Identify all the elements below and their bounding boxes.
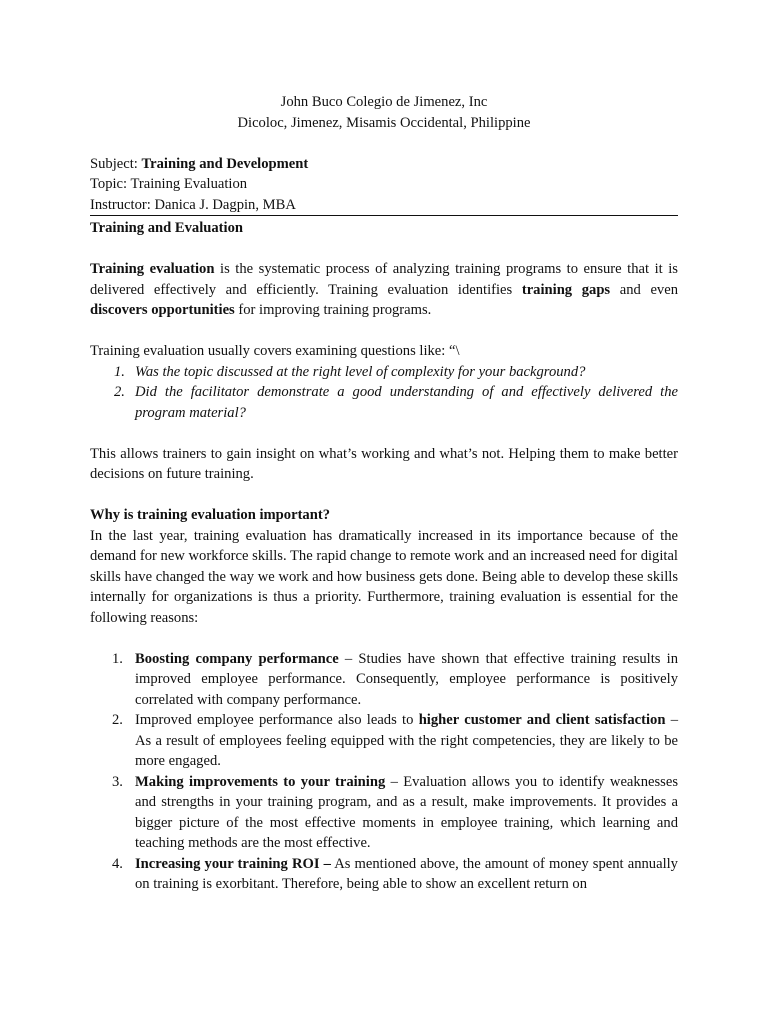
reason-item	[90, 772, 678, 854]
reason-text: – As a result of employees feeling equipped with the right competencies, they are likely to be more engaged.	[135, 712, 679, 769]
why-heading: Why is training evaluation important?	[90, 507, 331, 523]
question-text: Was the topic discussed at the right level of complexity for your background?	[135, 363, 586, 380]
intro-bold-3: discovers opportunities	[90, 302, 235, 318]
question-item	[90, 382, 678, 423]
reason-text: As mentioned above, the amount of money spent annually on training is exorbitant. Therefore, being able to show an excellent return on	[135, 855, 678, 892]
intro-text-2: and even	[610, 281, 678, 298]
subject-label: Subject:	[90, 155, 142, 172]
reasons-list	[90, 649, 678, 895]
intro-text-1: is the systematic process of analyzing training programs to ensure that it is delivered effectively and efficiently. Training evaluation identifies	[90, 261, 678, 298]
intro-bold-2: training gaps	[521, 281, 611, 298]
question-text: Did the facilitator demonstrate a good understanding of and effectively delivered the program material?	[135, 384, 678, 421]
subject-value: Training and Development	[141, 155, 309, 172]
question-number: 1.	[114, 363, 125, 380]
reason-bold: higher customer and client satisfaction	[418, 712, 666, 728]
reason-item	[90, 710, 678, 772]
reason-number: 4.	[112, 855, 123, 872]
questions-list	[90, 362, 678, 424]
why-paragraph: In the last year, training evaluation has dramatically increased in its importance because of the demand for new workforce skills. The rapid change to remote work and an increased need for digital skills have changed the way we work and how business gets done. Being able to develop these skills internally for organizations is thus a priority. Furthermore, training evaluation is essential for the following reasons:	[90, 527, 678, 626]
reason-bold: Making improvements to your training	[135, 773, 386, 790]
insight-paragraph: This allows trainers to gain insight on what’s working and what’s not. Helping them to make better decisions on future training.	[90, 445, 678, 482]
reason-item	[90, 649, 678, 711]
reason-number: 1.	[112, 650, 123, 667]
reason-bold: Increasing your training ROI –	[135, 855, 331, 872]
document-content	[90, 92, 678, 895]
reason-number: 2.	[112, 712, 123, 728]
instructor-line: Instructor: Danica J. Dagpin, MBA	[90, 195, 678, 217]
reason-text: – Evaluation allows you to identify weaknesses and strengths in your training program, and as a result, make improvements. It provides a bigger picture of the most effective moments in employee training, which learning and teaching methods are the most effective.	[135, 773, 678, 851]
reason-item	[90, 854, 678, 895]
reason-bold: Boosting company performance	[135, 650, 339, 667]
question-number: 2.	[114, 384, 125, 400]
questions-intro: Training evaluation usually covers examining questions like: “\	[90, 343, 460, 359]
question-item	[90, 362, 678, 383]
intro-bold-1: Training evaluation	[90, 261, 215, 277]
school-name: John Buco Colegio de Jimenez, Inc	[280, 94, 488, 110]
section-title: Training and Evaluation	[90, 220, 244, 236]
school-address: Dicoloc, Jimenez, Misamis Occidental, Philippine	[237, 114, 531, 131]
reason-number: 3.	[112, 773, 123, 790]
subject-line	[90, 154, 678, 175]
topic-line: Topic: Training Evaluation	[90, 176, 248, 192]
reason-pre: Improved employee performance also leads to	[135, 712, 419, 728]
reason-text: – Studies have shown that effective training results in improved employee performance. Consequently, employee performance is positively correlated with company performance.	[135, 650, 678, 708]
intro-paragraph	[90, 259, 678, 321]
intro-text-3: for improving training programs.	[234, 302, 432, 318]
